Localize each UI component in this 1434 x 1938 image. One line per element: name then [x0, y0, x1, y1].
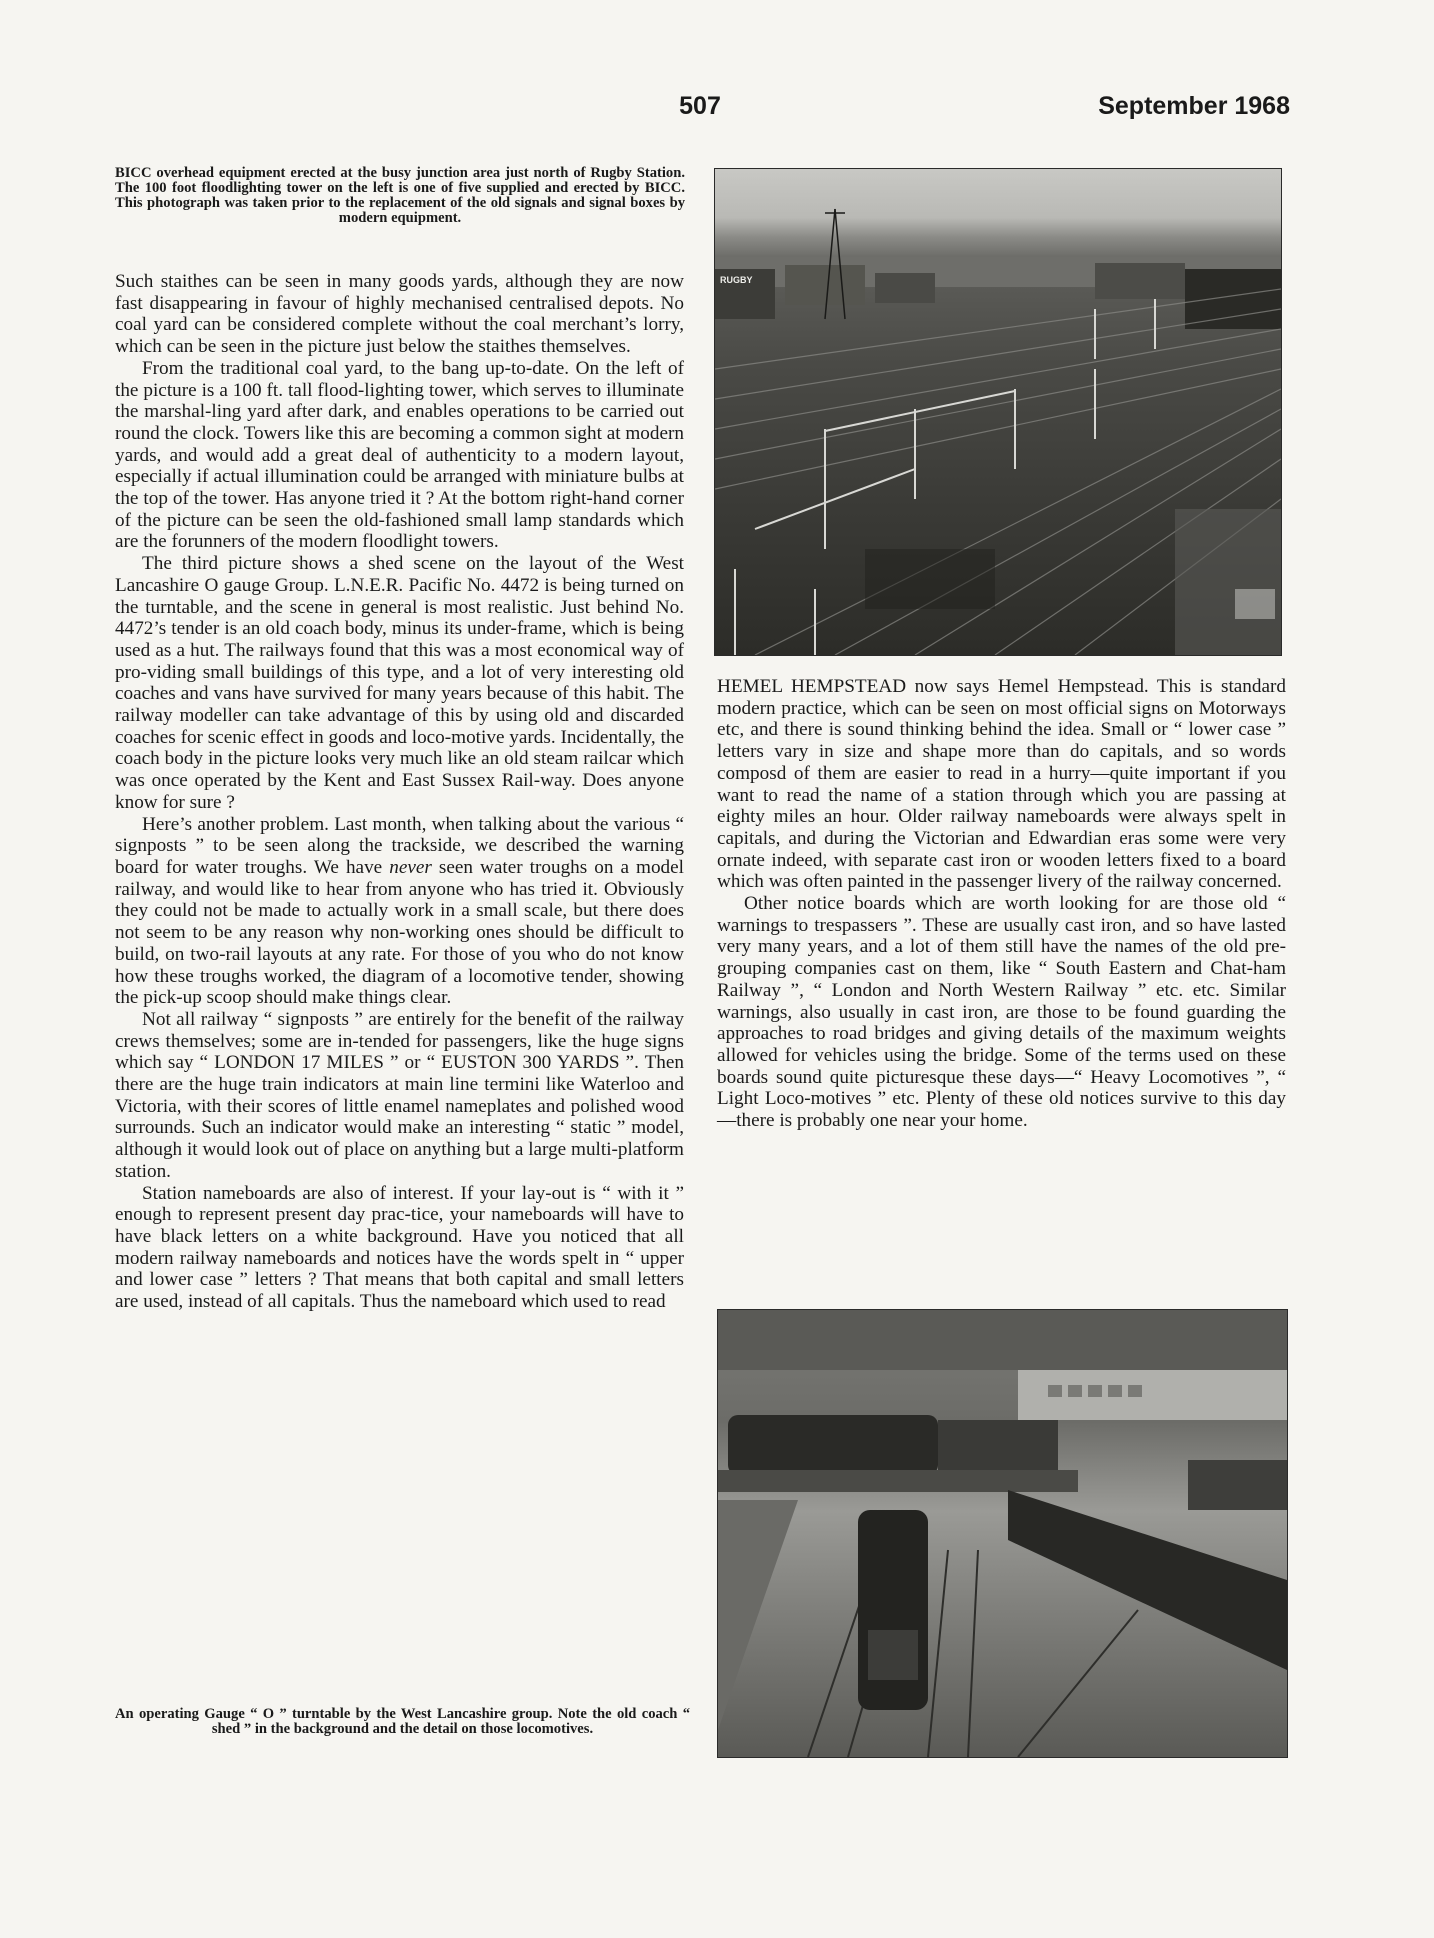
paragraph: Here’s another problem. Last month, when talking about the various “ signposts ” to be seen along the trackside, we described the warning board for water troughs. We have never seen water troughs on a model railway, and would like to hear from anyone who has tried it. Obviously they could not be made to actually work in a small scale, but there does not seem to be any reason why non-working ones should be difficult to build, on two-rail layouts at any rate. For those of you who do not know how these troughs worked, the diagram of a locomotive tender, showing the pick-up scoop should make things clear. — [115, 813, 684, 1009]
issue-date: September 1968 — [1098, 92, 1290, 120]
right-column — [717, 676, 1286, 1132]
caption-top-photo: BICC overhead equipment erected at the busy junction area just north of Rugby Station. The 100 foot floodlighting tower on the left is one of five supplied and erected by BICC. This photograph was taken prior to the replacement of the old signals and signal boxes by modern equipment. — [115, 165, 685, 226]
rugby-sign: RUGBY — [720, 275, 753, 285]
paragraph: Such staithes can be seen in many goods yards, although they are now fast disappearing in favour of highly mechanised centralised depots. No coal yard can be considered complete without the coal merchant’s lorry, which can be seen in the picture just below the staithes themselves. — [115, 271, 684, 358]
paragraph: From the traditional coal yard, to the bang up-to-date. On the left of the picture is a 100 ft. tall flood-lighting tower, which serves to illuminate the marshal-ling yard after dark, and enables operations to be carried out round the clock. Towers like this are becoming a common sight at modern yards, and would add a great deal of authenticity to a modern layout, especially if actual illumination could be arranged with miniature bulbs at the top of the tower. Has anyone tried it ? At the bottom right-hand corner of the picture can be seen the old-fashioned small lamp standards which are the forunners of the modern floodlight towers. — [115, 357, 684, 553]
rugby-junction-photo — [714, 168, 1282, 656]
emphasis: never — [389, 856, 432, 878]
left-column — [115, 271, 684, 1313]
turntable-model-photo — [717, 1309, 1288, 1758]
paragraph: HEMEL HEMPSTEAD now says Hemel Hempstead. This is standard modern practice, which can be seen on most official signs on Motorways etc, and there is sound thinking behind the idea. Small or “ lower case ” letters vary in size and shape more than do capitals, and so words composd of them are easier to read in a hurry—quite important if you want to read the name of a station through which you are passing at eighty miles an hour. Older railway nameboards were always spelt in capitals, and during the Victorian and Edwardian eras some were very ornate indeed, with separate cast iron or wooden letters fixed to a board which was often painted in the passenger livery of the railway concerned. — [717, 676, 1286, 893]
paragraph: Not all railway “ signposts ” are entirely for the benefit of the railway crews themselves; some are in-tended for passengers, like the huge signs which say “ LONDON 17 MILES ” or “ EUSTON 300 YARDS ”. Then there are the huge train indicators at main line termini like Waterloo and Victoria, with their scores of little enamel nameplates and polished wood surrounds. Such an indicator would make an interesting “ static ” model, although it would look out of place on anything but a large multi-platform station. — [115, 1008, 684, 1182]
paragraph: Other notice boards which are worth looking for are those old “ warnings to trespassers ”. These are usually cast iron, and so have lasted very many years, and a lot of them still have the names of the old pre-grouping companies cast on them, like “ South Eastern and Chat-ham Railway ”, “ London and North Western Railway ” etc. etc. Similar warnings, also usually in cast iron, are those to be found guarding the approaches to road bridges and giving details of the maximum weights allowed for vehicles using the bridge. Some of the terms used on these boards sound quite picturesque these days—“ Heavy Locomotives ”, “ Light Loco-motives ” etc. Plenty of these old notices survive to this day—there is probably one near your home. — [717, 893, 1286, 1132]
caption-bottom-photo: An operating Gauge “ O ” turntable by the West Lancashire group. Note the old coach “ shed ” in the background and the detail on those locomotives. — [115, 1706, 690, 1737]
page-number: 507 — [679, 92, 721, 120]
paragraph: The third picture shows a shed scene on the layout of the West Lancashire O gauge Group. L.N.E.R. Pacific No. 4472 is being turned on the turntable, and the scene in general is most realistic. Just behind No. 4472’s tender is an old coach body, minus its under-frame, which is being used as a hut. The railways found that this was a most economical way of pro-viding small buildings of this type, and a lot of very interesting old coaches and vans have survived for many years because of this habit. The railway modeller can take advantage of this by using old and discarded coaches for scenic effect in goods and loco-motive yards. Incidentally, the coach body in the picture looks very much like an old steam railcar which was once operated by the Kent and East Sussex Rail-way. Does anyone know for sure ? — [115, 553, 684, 813]
turntable-illustration — [718, 1310, 1287, 1757]
rugby-junction-illustration — [715, 169, 1281, 655]
paragraph: Station nameboards are also of interest. If your lay-out is “ with it ” enough to represent present day prac-tice, your nameboards will have to have black letters on a white background. Have you noticed that all modern railway nameboards and notices have the words spelt in “ upper and lower case ” letters ? That means that both capital and small letters are used, instead of all capitals. Thus the nameboard which used to read — [115, 1182, 684, 1313]
